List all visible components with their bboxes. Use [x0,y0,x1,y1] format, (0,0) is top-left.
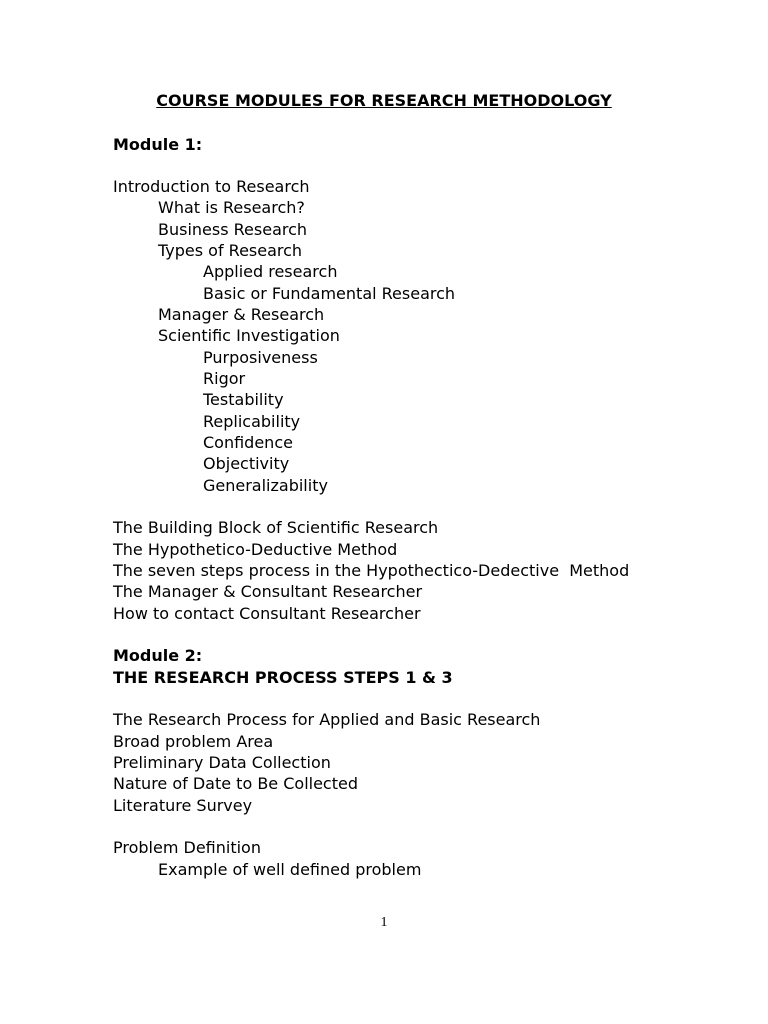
hallmark-item: Objectivity [203,454,290,473]
hallmark-item: Replicability [203,412,301,431]
intro-to-research: Introduction to Research [113,177,310,196]
hallmark-item: Purposiveness [203,348,318,367]
scientific-investigation: Scientific Investigation [158,326,340,345]
module-1-heading: Module 1: [113,135,203,154]
module-2-topic: Preliminary Data Collection [113,753,331,772]
module-2-topic: Broad problem Area [113,732,274,751]
business-research: Business Research [158,220,308,239]
module-1-topic: How to contact Consultant Researcher [113,604,421,623]
module-2-heading: Module 2: [113,646,203,665]
module-2-topic: Nature of Date to Be Collected [113,774,358,793]
module-2-topic: Literature Survey [113,796,253,815]
module-1-topic: The Building Block of Scientific Research [113,518,439,537]
module-1-topic: The seven steps process in the Hypothectico-Dedective Method [113,561,630,580]
module-2-subheading: THE RESEARCH PROCESS STEPS 1 & 3 [113,668,453,687]
module-1-topic: The Hypothetico-Deductive Method [113,540,398,559]
basic-research: Basic or Fundamental Research [203,284,456,303]
module-1-topic: The Manager & Consultant Researcher [113,582,423,601]
what-is-research: What is Research? [158,198,305,217]
problem-definition: Problem Definition [113,838,261,857]
types-of-research: Types of Research [158,241,303,260]
applied-research: Applied research [203,262,338,281]
hallmark-item: Confidence [203,433,293,452]
problem-example: Example of well defined problem [158,860,422,879]
hallmark-item: Rigor [203,369,246,388]
hallmark-item: Testability [203,390,284,409]
document-title: COURSE MODULES FOR RESEARCH METHODOLOGY [156,91,612,110]
manager-and-research: Manager & Research [158,305,325,324]
hallmark-item: Generalizability [203,476,328,495]
page-number: 1 [380,915,388,930]
module-2-topic: The Research Process for Applied and Basic Research [113,710,541,729]
